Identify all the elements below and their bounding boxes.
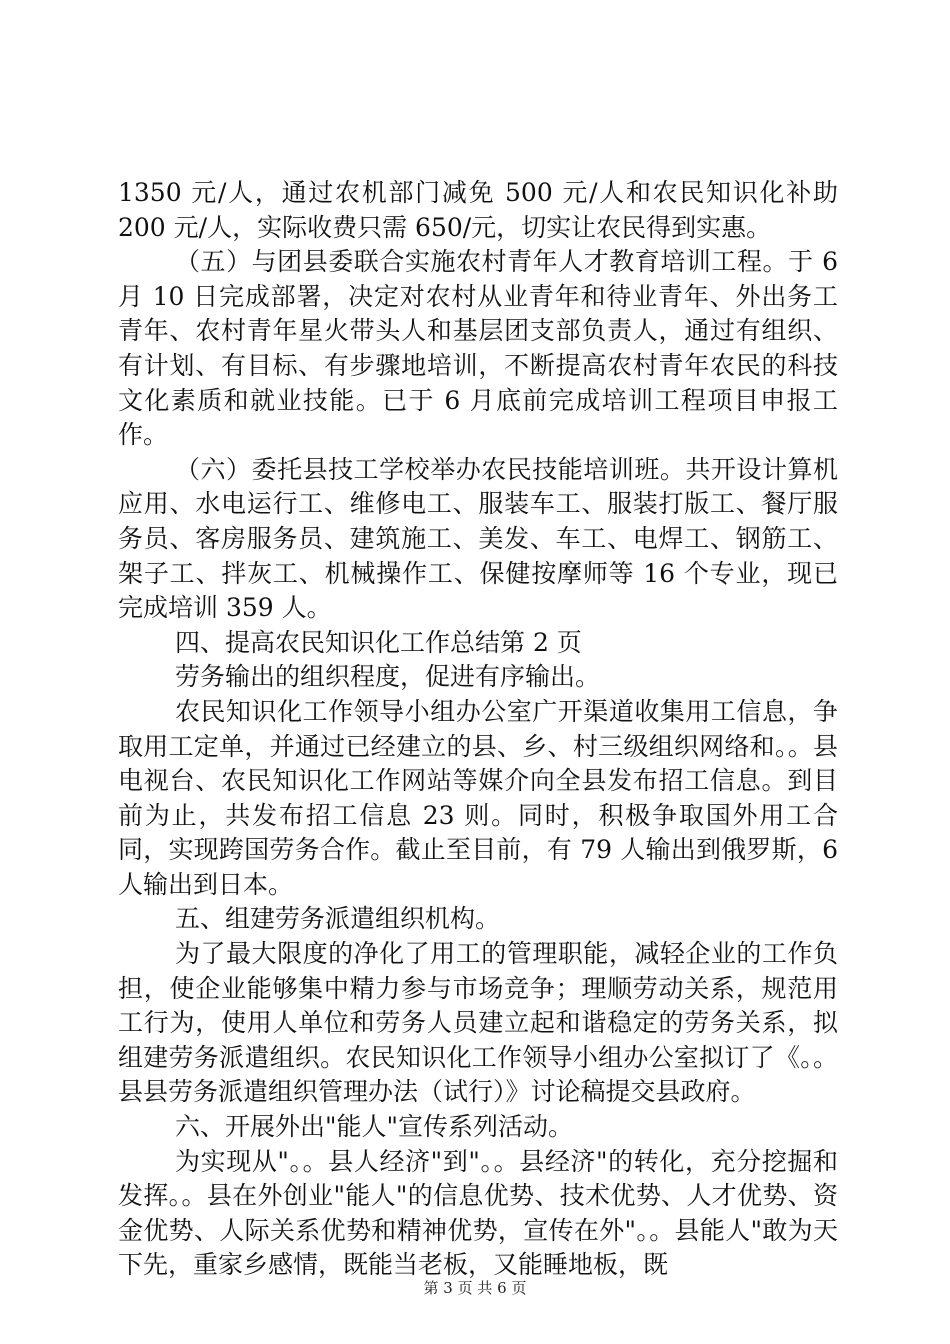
paragraph-labor-dispatch: 为了最大限度的净化了用工的管理职能，减轻企业的工作负担，使企业能够集中精力参与市场竞争；理顺劳动关系，规范用工行为，使用人单位和劳务人员建立起和谐稳定的劳务关系，拟组建劳务派遣组织。农民知识化工作领导小组办公室拟订了《。。县县劳务派遣组织管理办法（试行）》讨论稿提交县政府。 (118, 939, 838, 1107)
document-body (118, 176, 838, 1283)
section-heading-6: 六、开展外出"能人"宣传系列活动。 (175, 1112, 573, 1142)
paragraph-fee-continuation: 1350 元/人，通过农机部门减免 500 元/人和农民知识化补助 200 元/人，实际收费只需 650/元，切实让农民得到实惠。 (118, 178, 838, 242)
page-number-footer: 第 3 页 共 6 页 (423, 1279, 527, 1297)
paragraph-labor-export: 农民知识化工作领导小组办公室广开渠道收集用工信息，争取用工定单，并通过已经建立的县、乡、村三级组织网络和。。县电视台、农民知识化工作网站等媒介向全县发布招工信息。到目前为止，共发布招工信息 23 则。同时，积极争取国外用工合同，实现跨国劳务合作。截止至目前，有 79 人输出到俄罗斯，6 人输出到日本。 (118, 696, 838, 899)
paragraph-talent-campaign: 为实现从"。。县人经济"到"。。县经济"的转化，充分挖掘和发挥。。县在外创业"能人"的信息优势、技术优势、人才优势、资金优势、人际关系优势和精神优势，宣传在外"。。县能人"敢为天下先，重家乡感情，既能当老板，又能睡地板，既 (118, 1146, 838, 1280)
paragraph-item-5: （五）与团县委联合实施农村青年人才教育培训工程。于 6 月 10 日完成部署，决定对农村从业青年和待业青年、外出务工青年、农村青年星火带头人和基层团支部负责人，通过有组织、有计划、有目标、有步骤地培训，不断提高农村青年农民的科技文化素质和就业技能。已于 6 月底前完成培训工程项目申报工作。 (118, 247, 838, 450)
section-heading-4: 四、提高农民知识化工作总结第 2 页 (175, 627, 582, 657)
section-heading-5: 五、组建劳务派遣组织机构。 (175, 904, 501, 934)
section-heading-4-continued: 劳务输出的组织程度，促进有序输出。 (175, 662, 601, 692)
paragraph-item-6: （六）委托县技工学校举办农民技能培训班。共开设计算机应用、水电运行工、维修电工、服装车工、服装打版工、餐厅服务员、客房服务员、建筑施工、美发、车工、电焊工、钢筋工、架子工、拌灰工、机械操作工、保健按摩师等 16 个专业，现已完成培训 359 人。 (118, 454, 838, 623)
